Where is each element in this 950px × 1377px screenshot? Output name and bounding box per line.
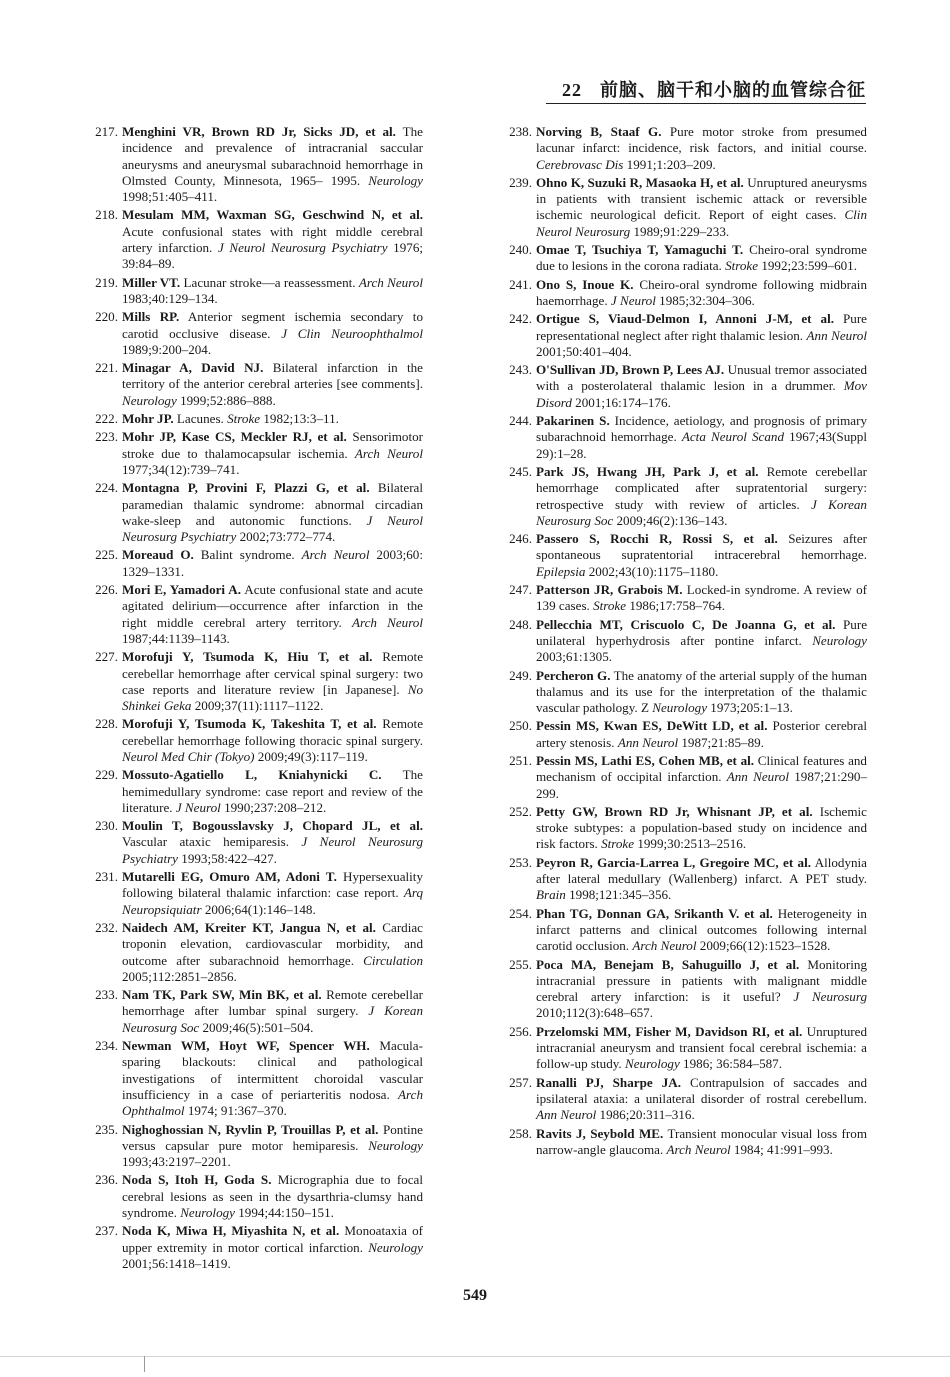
reference-number: 247. <box>509 582 532 598</box>
reference-authors: Newman WM, Hoyt WF, Spencer WH. <box>122 1038 370 1054</box>
reference-authors: Montagna P, Provini F, Plazzi G, et al. <box>122 480 370 496</box>
reference-journal: Stroke <box>725 258 759 274</box>
reference-authors: Pessin MS, Kwan ES, DeWitt LD, et al. <box>536 718 768 734</box>
reference-title: Cheiro-oral syndrome due to lesions in the corona radiata. <box>536 242 867 274</box>
reference-title: The anatomy of the arterial supply of the human thalamus and its use for the interpretation of the thalamic vascular pathology. Z <box>536 667 867 716</box>
reference-title: Micrographia due to focal cerebral lesions as seen in the dysarthria-clumsy hand syndrome. <box>122 1172 423 1220</box>
reference-authors: Minagar A, David NJ. <box>122 360 264 376</box>
reference-citation: 1987;21:290–299. <box>536 769 867 801</box>
header-title <box>562 76 866 102</box>
reference-title: Vascular ataxic hemiparesis. <box>122 834 302 850</box>
reference-title: Remote cerebellar hemorrhage after cervical spinal surgery: two case reports and literature review [in Japanese]. <box>122 649 424 697</box>
reference-entry <box>88 582 423 647</box>
reference-citation: 1993;58:422–427. <box>178 850 277 866</box>
reference-column-right <box>502 124 867 1160</box>
reference-number: 256. <box>509 1023 532 1039</box>
reference-entry <box>502 957 867 1022</box>
reference-citation: 1992;23:599–601. <box>758 258 857 274</box>
reference-entry <box>502 242 867 275</box>
reference-journal: Neurology <box>652 700 708 716</box>
reference-authors: Miller VT. <box>122 274 181 290</box>
reference-authors: Mutarelli EG, Omuro AM, Adoni T. <box>122 869 337 885</box>
reference-number: 231. <box>95 869 118 885</box>
reference-citation: 2002;73:772–774. <box>236 529 336 545</box>
reference-journal: Arq Neuropsiquiatr <box>122 885 423 917</box>
reference-title: Lacunar stroke—a reassessment. <box>180 274 359 290</box>
reference-title: Cardiac troponin elevation, cardiovascular morbidity, and outcome after subarachnoid hemorrhage. <box>122 919 423 968</box>
reference-number: 246. <box>509 531 532 547</box>
reference-entry <box>502 464 867 529</box>
reference-citation: 2003;61:1305. <box>536 649 613 665</box>
reference-authors: Ortigue S, Viaud-Delmon I, Annoni J-M, et al. <box>536 311 834 327</box>
reference-entry <box>88 649 423 714</box>
reference-authors: Ranalli PJ, Sharpe JA. <box>536 1074 681 1090</box>
reference-citation: 1985;32:304–306. <box>655 292 755 308</box>
reference-number: 224. <box>95 480 118 496</box>
reference-number: 243. <box>509 362 532 378</box>
reference-citation: 1986;20:311–316. <box>596 1107 695 1123</box>
reference-authors: Morofuji Y, Tsumoda K, Takeshita T, et al. <box>122 716 377 732</box>
reference-number: 252. <box>509 803 532 819</box>
reference-citation: 1990;237:208–212. <box>220 799 327 815</box>
reference-number: 232. <box>95 919 118 935</box>
reference-number: 219. <box>95 274 118 290</box>
reference-number: 253. <box>509 854 532 870</box>
reference-title: Locked-in syndrome. A review of 139 cases. <box>536 582 867 614</box>
reference-number: 220. <box>95 309 118 325</box>
reference-title: Macula-sparing blackouts: clinical and pathological investigations of intermittent choroidal vascular insufficiency in a case of periarteritis nodosa. <box>122 1038 423 1102</box>
reference-citation: 2006;64(1):146–148. <box>201 901 316 917</box>
reference-entry <box>502 804 867 853</box>
reference-entry <box>502 617 867 666</box>
reference-journal: Ann Neurol <box>536 1107 597 1123</box>
reference-number: 230. <box>95 818 118 834</box>
reference-citation: 1989;9:200–204. <box>122 341 212 357</box>
reference-journal: No Shinkei Geka <box>122 681 423 714</box>
reference-journal: Stroke <box>601 836 635 852</box>
footer-tick <box>144 1356 145 1372</box>
reference-citation: 2009;49(3):117–119. <box>254 748 368 764</box>
reference-authors: Mohr JP, Kase CS, Meckler RJ, et al. <box>122 429 347 445</box>
reference-journal: Ann Neurol <box>726 769 789 785</box>
reference-entry <box>502 175 867 240</box>
reference-journal: Arch Neurol <box>354 445 423 461</box>
reference-journal: Neurology <box>368 1239 423 1255</box>
reference-journal: J Clin Neuroophthalmol <box>281 325 423 341</box>
reference-title: Monoataxia of upper extremity in motor cortical infarction. <box>122 1223 423 1255</box>
reference-title: Sensorimotor stroke due to thalamocapsular ischemia. <box>122 429 423 461</box>
reference-title: Ischemic stroke subtypes: a population-based study on incidence and risk factors. <box>536 803 867 852</box>
reference-title: Bilateral infarction in the territory of the anterior cerebral arteries [see comments]. <box>122 360 423 392</box>
reference-journal: Neurology <box>368 172 423 188</box>
reference-entry <box>88 716 423 765</box>
reference-journal: Acta Neurol Scand <box>681 429 785 445</box>
reference-title: Incidence, aetiology, and prognosis of primary subarachnoid hemorrhage. <box>536 413 867 445</box>
reference-authors: Moulin T, Bogousslavsky J, Chopard JL, et al. <box>122 818 423 834</box>
reference-number: 229. <box>95 767 118 783</box>
reference-entry <box>88 818 423 867</box>
reference-title: Anterior segment ischemia secondary to carotid occlusive disease. <box>122 309 423 341</box>
reference-title: Allodynia after lateral medullary (Wallenberg) infarct. A PET study. <box>536 854 867 887</box>
reference-journal: Stroke <box>593 598 627 614</box>
reference-citation: 2001;50:401–404. <box>536 343 632 359</box>
reference-title: Remote cerebellar hemorrhage complicated after supratentorial surgery: retrospective study with review of articles. <box>536 463 867 512</box>
reference-title: Clinical features and mechanism of occipital infarction. <box>536 752 867 785</box>
reference-journal: Cerebrovasc Dis <box>536 156 624 172</box>
reference-number: 255. <box>509 956 532 972</box>
reference-authors: Ono S, Inoue K. <box>536 276 634 292</box>
reference-entry <box>88 987 423 1036</box>
reference-number: 251. <box>509 752 532 768</box>
reference-entry <box>502 362 867 411</box>
reference-authors: Noda K, Miwa H, Miyashita N, et al. <box>122 1223 340 1239</box>
reference-title: Pure motor stroke from presumed lacunar infarct: incidence, risk factors, and initial course. <box>536 124 867 156</box>
reference-number: 241. <box>509 276 532 292</box>
reference-journal: Arch Neurol <box>666 1141 731 1157</box>
reference-entry <box>88 767 423 816</box>
reference-entry <box>502 753 867 802</box>
reference-authors: Ohno K, Suzuki R, Masaoka H, et al. <box>536 174 744 190</box>
reference-number: 257. <box>509 1074 532 1090</box>
reference-authors: Mills RP. <box>122 309 180 325</box>
reference-title: Heterogeneity in infarct patterns and clinical outcomes following internal carotid occlusion. <box>536 905 867 954</box>
reference-authors: Pessin MS, Lathi ES, Cohen MB, et al. <box>536 752 755 768</box>
reference-authors: Pakarinen S. <box>536 413 610 429</box>
reference-citation: 1973;205:1–13. <box>707 700 793 716</box>
reference-entry <box>502 413 867 462</box>
reference-entry <box>502 531 867 580</box>
page-number: 549 <box>463 1287 487 1304</box>
reference-authors: Pellecchia MT, Criscuolo C, De Joanna G, et al. <box>536 616 836 632</box>
reference-citation: 1986; 36:584–587. <box>679 1056 782 1072</box>
reference-authors: Przelomski MM, Fisher M, Davidson RI, et al. <box>536 1023 803 1039</box>
reference-number: 222. <box>95 411 118 427</box>
reference-number: 248. <box>509 616 532 632</box>
reference-authors: Passero S, Rocchi R, Rossi S, et al. <box>536 531 778 547</box>
reference-title: Pure unilateral hyperhydrosis after pontine infarct. <box>536 616 868 648</box>
reference-title: Cheiro-oral syndrome following midbrain haemorrhage. <box>536 276 867 308</box>
reference-number: 244. <box>509 413 532 429</box>
reference-entry <box>88 1172 423 1221</box>
reference-authors: Patterson JR, Grabois M. <box>536 582 683 598</box>
reference-journal: Neurology <box>368 1137 423 1153</box>
reference-journal: Arch Ophthalmol <box>122 1086 423 1119</box>
reference-number: 250. <box>509 718 532 734</box>
reference-title: Acute confusional state and acute agitated delirium—occurrence after infarction in the right middle cerebral artery territory. <box>122 582 423 630</box>
reference-journal: Epilepsia <box>536 563 586 579</box>
reference-number: 254. <box>509 905 532 921</box>
reference-citation: 2009;46(2):136–143. <box>613 512 728 528</box>
reference-journal: Arch Neurol <box>358 274 423 290</box>
reference-number: 237. <box>95 1223 118 1239</box>
reference-entry <box>88 411 423 427</box>
reference-citation: 1989;91:229–233. <box>630 223 730 239</box>
reference-entry <box>88 869 423 918</box>
reference-authors: Poca MA, Benejam B, Sahuguillo J, et al. <box>536 956 800 972</box>
reference-title: Seizures after spontaneous supratentorial intracerebral hemorrhage. <box>536 531 867 563</box>
reference-title: Remote cerebellar hemorrhage following thoracic spinal surgery. <box>122 716 424 748</box>
reference-entry <box>88 1122 423 1171</box>
reference-authors: Mossuto-Agatiello L, Kniahynicki C. <box>122 767 382 783</box>
reference-entry <box>502 906 867 955</box>
reference-citation: 1987;44:1139–1143. <box>122 630 230 646</box>
reference-title: Unruptured intracranial aneurysm and transient focal cerebral ischemia: a follow-up study. <box>536 1023 867 1072</box>
reference-authors: Menghini VR, Brown RD Jr, Sicks JD, et al. <box>122 124 396 139</box>
reference-journal: J Korean Neurosurg Soc <box>536 496 867 528</box>
reference-journal: Neurology <box>180 1205 235 1220</box>
reference-number: 236. <box>95 1172 118 1188</box>
reference-citation: 1986;17:758–764. <box>626 598 725 614</box>
reference-title: The hemimedullary syndrome: case report and review of the literature. <box>122 767 423 815</box>
reference-entry <box>502 668 867 717</box>
reference-entry <box>502 582 867 615</box>
reference-citation: 1998;51:405–411. <box>122 189 218 205</box>
reference-entry <box>88 920 423 985</box>
reference-journal: J Neurol Neurosurg Psychiatry <box>122 512 423 545</box>
reference-authors: Naidech AM, Kreiter KT, Jangua N, et al. <box>122 919 376 935</box>
reference-title: Monitoring intracranial pressure in patients with malignant middle cerebral artery infarction: is it useful? <box>536 956 867 1005</box>
reference-citation: 1977;34(12):739–741. <box>122 461 240 477</box>
reference-journal: Arch Neurol <box>351 614 423 630</box>
reference-title: Acute confusional states with right middle cerebral artery infarction. <box>122 223 423 256</box>
reference-citation: 2001;16:174–176. <box>571 394 671 410</box>
header-rule <box>546 103 866 104</box>
reference-journal: J Neurol Neurosurg Psychiatry <box>122 834 423 866</box>
reference-number: 233. <box>95 987 118 1003</box>
reference-citation: 1993;43:2197–2201. <box>122 1154 231 1170</box>
reference-citation: 1999;30:2513–2516. <box>634 836 747 852</box>
reference-number: 223. <box>95 429 118 445</box>
reference-journal: Neurol Med Chir (Tokyo) <box>122 748 255 764</box>
reference-authors: Noda S, Itoh H, Goda S. <box>122 1172 272 1188</box>
reference-title: Pontine versus capsular pure motor hemiparesis. <box>122 1121 423 1153</box>
reference-authors: Percheron G. <box>536 667 611 683</box>
reference-title: Contrapulsion of saccades and ipsilateral ataxia: a unilateral disorder of rostral cerebellum. <box>536 1074 867 1106</box>
reference-entry <box>502 311 867 360</box>
reference-authors: Nighoghossian N, Ryvlin P, Trouillas P, et al. <box>122 1121 379 1137</box>
reference-journal: Neurology <box>812 632 867 648</box>
reference-entry <box>502 1024 867 1073</box>
reference-number: 240. <box>509 242 532 258</box>
reference-citation: 2002;43(10):1175–1180. <box>585 563 719 579</box>
reference-entry <box>88 1223 423 1272</box>
reference-number: 217. <box>95 124 118 139</box>
reference-entry <box>502 124 867 173</box>
reference-number: 239. <box>509 174 532 190</box>
reference-title: Remote cerebellar hemorrhage after lumbar spinal surgery. <box>122 987 424 1019</box>
reference-citation: 1987;21:85–89. <box>678 734 764 750</box>
reference-entry <box>502 1126 867 1159</box>
reference-title: Hypersexuality following bilateral thalamic infarction: case report. <box>122 869 423 901</box>
reference-authors: Nam TK, Park SW, Min BK, et al. <box>122 987 322 1003</box>
reference-title: Unruptured aneurysms in patients with transient ischemic attack or reversible ischemic neurological deficit. Report of eight cases. <box>536 174 867 223</box>
reference-entry <box>88 429 423 478</box>
reference-entry <box>88 547 423 580</box>
reference-number: 234. <box>95 1038 118 1054</box>
reference-citation: 1998;121:345–356. <box>565 887 672 903</box>
reference-entry <box>88 480 423 545</box>
reference-entry <box>502 1075 867 1124</box>
reference-number: 221. <box>95 360 118 376</box>
reference-authors: O'Sullivan JD, Brown P, Lees AJ. <box>536 362 725 378</box>
reference-citation: 2010;112(3):648–657. <box>536 1005 653 1021</box>
reference-citation: 2001;56:1418–1419. <box>122 1255 231 1271</box>
reference-authors: Mori E, Yamadori A. <box>122 582 242 598</box>
reference-entry <box>88 275 423 308</box>
reference-authors: Peyron R, Garcia-Larrea L, Gregoire MC, et al. <box>536 854 811 870</box>
reference-journal: Clin Neurol Neurosurg <box>536 207 867 239</box>
reference-journal: J Neurol <box>175 799 221 815</box>
reference-authors: Moreaud O. <box>122 547 194 563</box>
reference-number: 225. <box>95 547 118 563</box>
reference-citation: 2009;46(5):501–504. <box>199 1019 314 1035</box>
reference-entry <box>88 360 423 409</box>
reference-journal: Brain <box>536 887 566 903</box>
reference-number: 245. <box>509 463 532 479</box>
reference-authors: Morofuji Y, Tsumoda K, Hiu T, et al. <box>122 649 373 665</box>
reference-number: 218. <box>95 207 118 223</box>
reference-number: 227. <box>95 649 118 665</box>
reference-citation: 2005;112:2851–2856. <box>122 968 237 984</box>
reference-number: 238. <box>509 124 532 139</box>
reference-citation: 2003;60: 1329–1331. <box>122 547 423 579</box>
reference-journal: Arch Neurol <box>301 547 370 563</box>
reference-entry <box>502 277 867 310</box>
reference-title: Transient monocular visual loss from narrow-angle glaucoma. <box>536 1125 868 1157</box>
reference-title: Lacunes. <box>173 411 228 427</box>
reference-citation: 1994;44:150–151. <box>234 1205 334 1220</box>
reference-number: 235. <box>95 1121 118 1137</box>
reference-title: The incidence and prevalence of intracranial saccular aneurysms and aneurysmal subarachnoid hemorrhage in Olmsted County, Minnesota, 1965– 1995. <box>122 124 423 188</box>
reference-journal: Mov Disord <box>536 378 867 410</box>
reference-journal: Ann Neurol <box>617 734 679 750</box>
reference-authors: Petty GW, Brown RD Jr, Whisnant JP, et al. <box>536 803 813 819</box>
reference-number: 258. <box>509 1125 532 1141</box>
reference-citation: 2009;66(12):1523–1528. <box>696 938 831 954</box>
reference-entry <box>88 1038 423 1119</box>
running-header <box>0 76 950 106</box>
reference-authors: Ravits J, Seybold ME. <box>536 1125 664 1141</box>
reference-journal: Arch Neurol <box>632 938 697 954</box>
reference-citation: 1983;40:129–134. <box>122 290 218 306</box>
reference-citation: 1999;52:886–888. <box>176 392 276 408</box>
reference-citation: 1991;1:203–209. <box>623 156 716 172</box>
reference-journal: J Neurol Neurosurg Psychiatry <box>217 240 388 256</box>
reference-citation: 1982;13:3–11. <box>260 411 339 427</box>
reference-authors: Omae T, Tsuchiya T, Yamaguchi T. <box>536 242 744 258</box>
reference-citation: 1967;43(Suppl 29):1–28. <box>536 429 867 461</box>
reference-entry <box>88 207 423 272</box>
reference-authors: Phan TG, Donnan GA, Srikanth V. et al. <box>536 905 773 921</box>
reference-authors: Park JS, Hwang JH, Park J, et al. <box>536 463 759 479</box>
chapter-title: 前脑、脑干和小脑的血管综合征 <box>600 80 866 101</box>
reference-title: Unusual tremor associated with a posterolateral thalamic lesion in a drummer. <box>536 362 867 394</box>
reference-journal: Ann Neurol <box>806 327 867 343</box>
reference-citation: 1976; 39:84–89. <box>122 240 424 272</box>
reference-title: Pure representational neglect after right thalamic lesion. <box>536 311 867 343</box>
reference-authors: Mesulam MM, Waxman SG, Geschwind N, et al. <box>122 207 423 223</box>
reference-title: Balint syndrome. <box>193 547 302 563</box>
reference-number: 228. <box>95 716 118 732</box>
reference-number: 242. <box>509 311 532 327</box>
reference-number: 226. <box>95 582 118 598</box>
reference-entry <box>88 124 423 205</box>
reference-authors: Norving B, Staaf G. <box>536 124 662 139</box>
footer-rule <box>0 1356 950 1357</box>
reference-entry <box>502 855 867 904</box>
reference-journal: J Neurol <box>610 292 656 308</box>
reference-citation: 2009;37(11):1117–1122. <box>191 698 324 714</box>
reference-entry <box>502 718 867 751</box>
reference-citation: 1974; 91:367–370. <box>184 1103 287 1119</box>
reference-journal: Stroke <box>227 411 261 427</box>
reference-authors: Mohr JP. <box>122 411 174 427</box>
reference-column-left <box>88 124 423 1274</box>
reference-title: Posterior cerebral artery stenosis. <box>536 718 867 750</box>
reference-journal: Circulation <box>363 952 423 968</box>
chapter-number: 22 <box>562 80 582 100</box>
reference-journal: Neurology <box>122 392 177 408</box>
reference-citation: 1984; 41:991–993. <box>730 1141 833 1157</box>
reference-journal: Neurology <box>624 1056 680 1072</box>
reference-number: 249. <box>509 667 532 683</box>
reference-entry <box>88 309 423 358</box>
reference-journal: J Korean Neurosurg Soc <box>122 1003 423 1035</box>
reference-journal: J Neurosurg <box>793 989 867 1005</box>
reference-title: Bilateral paramedian thalamic syndrome: abnormal circadian wake-sleep and autonomic functions. <box>122 480 424 528</box>
